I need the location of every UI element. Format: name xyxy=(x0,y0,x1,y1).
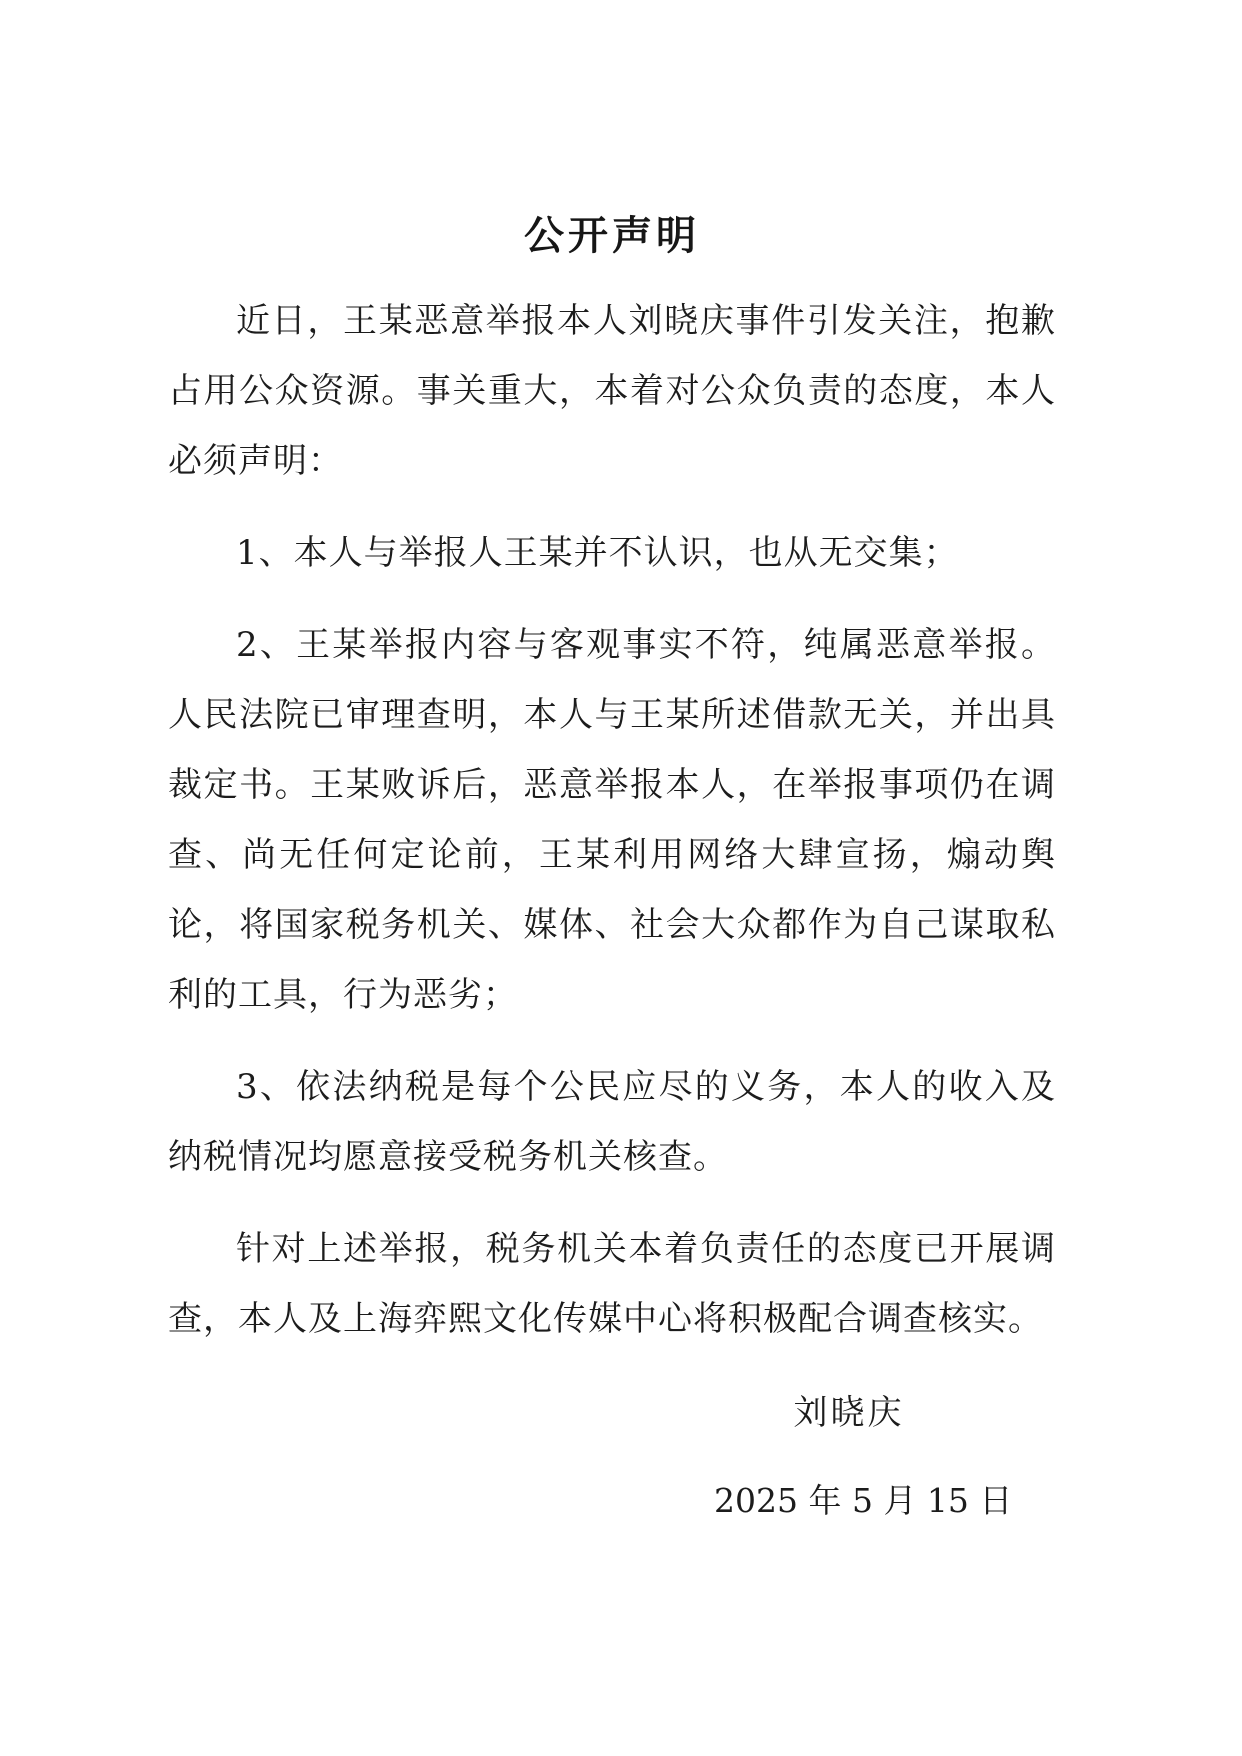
paragraph-item-2: 2、王某举报内容与客观事实不符，纯属恶意举报。人民法院已审理查明，本人与王某所述借款无关，并出具裁定书。王某败诉后，恶意举报本人，在举报事项仍在调查、尚无任何定论前，王某利用网络大肆宣扬，煽动舆论，将国家税务机关、媒体、社会大众都作为自己谋取私利的工具，行为恶劣； xyxy=(168,625,1056,1015)
signature-name: 刘晓庆 xyxy=(793,1393,905,1433)
signature-block xyxy=(714,1389,1013,1525)
paragraph-intro: 近日，王某恶意举报本人刘晓庆事件引发关注，抱歉占用公众资源。事关重大，本着对公众负责的态度，本人必须声明： xyxy=(168,301,1056,481)
signature-date: 2025 年 5 月 15 日 xyxy=(714,1481,1013,1520)
paragraph-item-3: 3、依法纳税是每个公民应尽的义务，本人的收入及纳税情况均愿意接受税务机关核查。 xyxy=(168,1067,1056,1177)
document-title: 公开声明 xyxy=(524,212,700,259)
paragraph-item-1: 1、本人与举报人王某并不认识，也从无交集； xyxy=(236,533,959,573)
paragraph-closing: 针对上述举报，税务机关本着负责任的态度已开展调查，本人及上海弈熙文化传媒中心将积极配合调查核实。 xyxy=(168,1229,1056,1339)
